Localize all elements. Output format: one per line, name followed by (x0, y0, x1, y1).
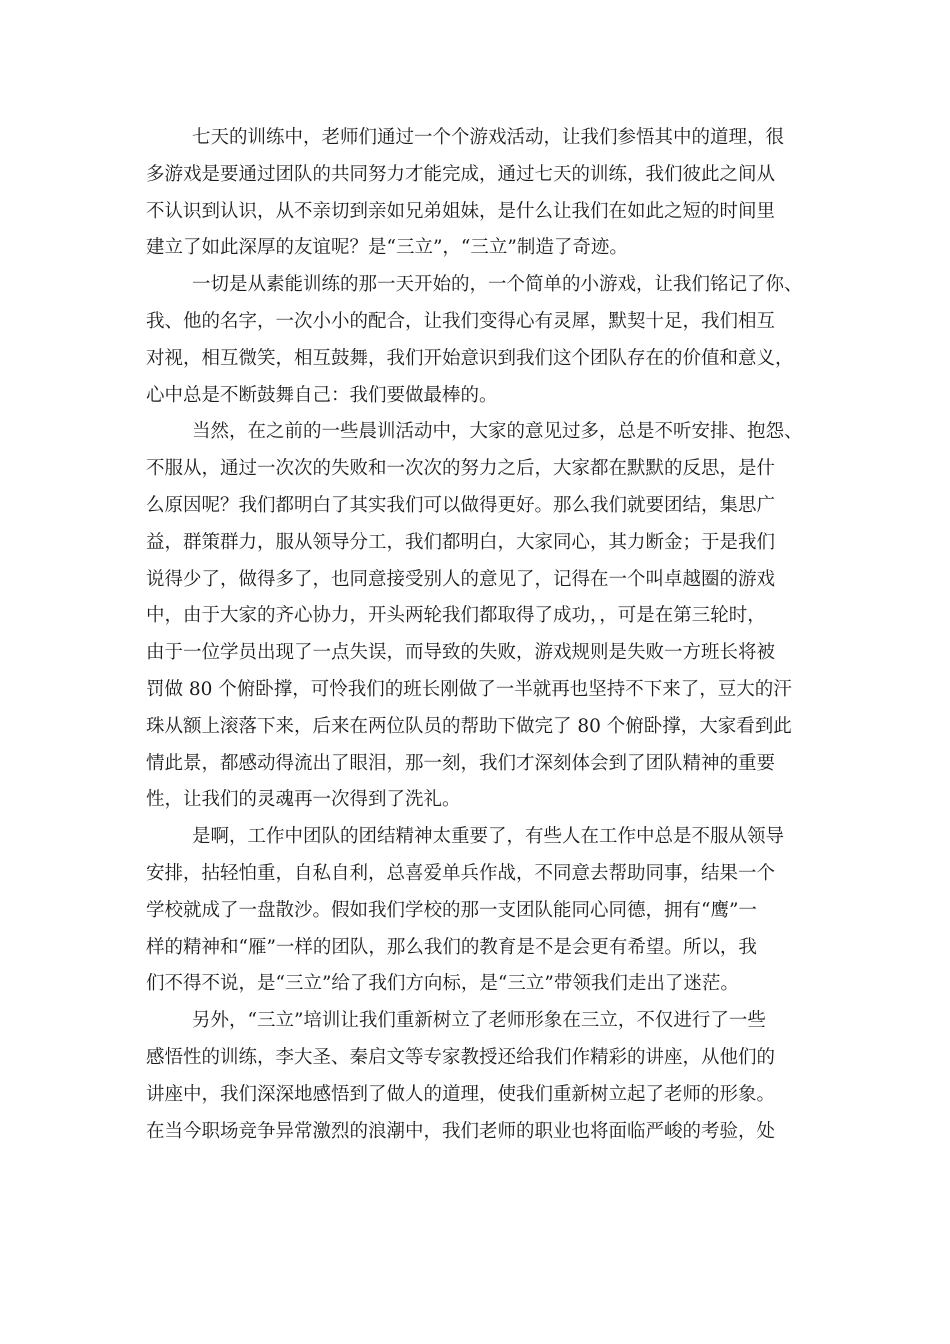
text-line: 七天的训练中，老师们通过一个个游戏活动，让我们参悟其中的道理，很 (192, 127, 785, 148)
text-line: 说得少了，做得多了，也同意接受别人的意见了，记得在一个叫卓越圈的游戏 (146, 568, 776, 590)
text-line: 性，让我们的灵魂再一次得到了洗礼。 (146, 789, 461, 811)
text-line: 一切是从素能训练的那一天开始的，一个简单的小游戏，让我们铭记了你、 (192, 274, 803, 296)
text-line: 建立了如此深厚的友谊呢？是“三立”，“三立”制造了奇迹。 (146, 237, 628, 259)
text-line: 心中总是不断鼓舞自己：我们要做最棒的。 (146, 384, 498, 406)
text-line: 们不得不说，是“三立”给了我们方向标，是“三立”带领我们走出了迷茫。 (146, 973, 739, 995)
text-line: 珠从额上滚落下来，后来在两位队员的帮助下做完了 80 个俯卧撑，大家看到此 (146, 715, 792, 737)
text-line: 中，由于大家的齐心协力，开头两轮我们都取得了成功，，可是在第三轮时， (146, 605, 766, 627)
text-line: 我、他的名字，一次小小的配合，让我们变得心有灵犀，默契十足，我们相互 (146, 310, 776, 332)
text-line: 学校就成了一盘散沙。假如我们学校的那一支团队能同心同德，拥有“鹰”一 (146, 899, 757, 921)
text-line: 安排，拈轻怕重，自私自利，总喜爱单兵作战，不同意去帮助同事，结果一个 (146, 862, 776, 884)
text-line: 感悟性的训练，李大圣、秦启文等专家教授还给我们作精彩的讲座，从他们的 (146, 1046, 776, 1068)
text-line: 不服从，通过一次次的失败和一次次的努力之后，大家都在默默的反思，是什 (146, 458, 776, 480)
text-line: 由于一位学员出现了一点失误，而导致的失败，游戏规则是失败一方班长将被 (146, 642, 776, 664)
text-line: 样的精神和“雁”一样的团队，那么我们的教育是不是会更有希望。所以，我 (146, 936, 757, 958)
text-line: 对视，相互微笑，相互鼓舞，我们开始意识到我们这个团队存在的价值和意义， (146, 347, 794, 369)
text-line: 是啊，工作中团队的团结精神太重要了，有些人在工作中总是不服从领导 (192, 826, 785, 848)
text-line: 讲座中，我们深深地感悟到了做人的道理，使我们重新树立起了老师的形象。 (146, 1083, 776, 1105)
text-line: 在当今职场竞争异常激烈的浪潮中，我们老师的职业也将面临严峻的考验，处 (146, 1120, 776, 1142)
text-line: 罚做 80 个俯卧撑，可怜我们的班长刚做了一半就再也坚持不下来了，豆大的汗 (146, 678, 792, 700)
text-line: 情此景，都感动得流出了眼泪，那一刻，我们才深刻体会到了团队精神的重要 (146, 752, 776, 774)
text-line: 么原因呢？我们都明白了其实我们可以做得更好。那么我们就要团结，集思广 (146, 494, 776, 516)
text-line: 多游戏是要通过团队的共同努力才能完成，通过七天的训练，我们彼此之间从 (146, 163, 776, 185)
text-line: 不认识到认识，从不亲切到亲如兄弟姐妹，是什么让我们在如此之短的时间里 (146, 200, 776, 222)
text-line: 另外，“三立”培训让我们重新树立了老师形象在三立，不仅进行了一些 (192, 1010, 766, 1032)
text-line: 益，群策群力，服从领导分工，我们都明白，大家同心，其力断金；于是我们 (146, 531, 776, 553)
document-body (146, 120, 806, 1150)
text-line: 当然，在之前的一些晨训活动中，大家的意见过多，总是不听安排、抱怨、 (192, 421, 803, 443)
